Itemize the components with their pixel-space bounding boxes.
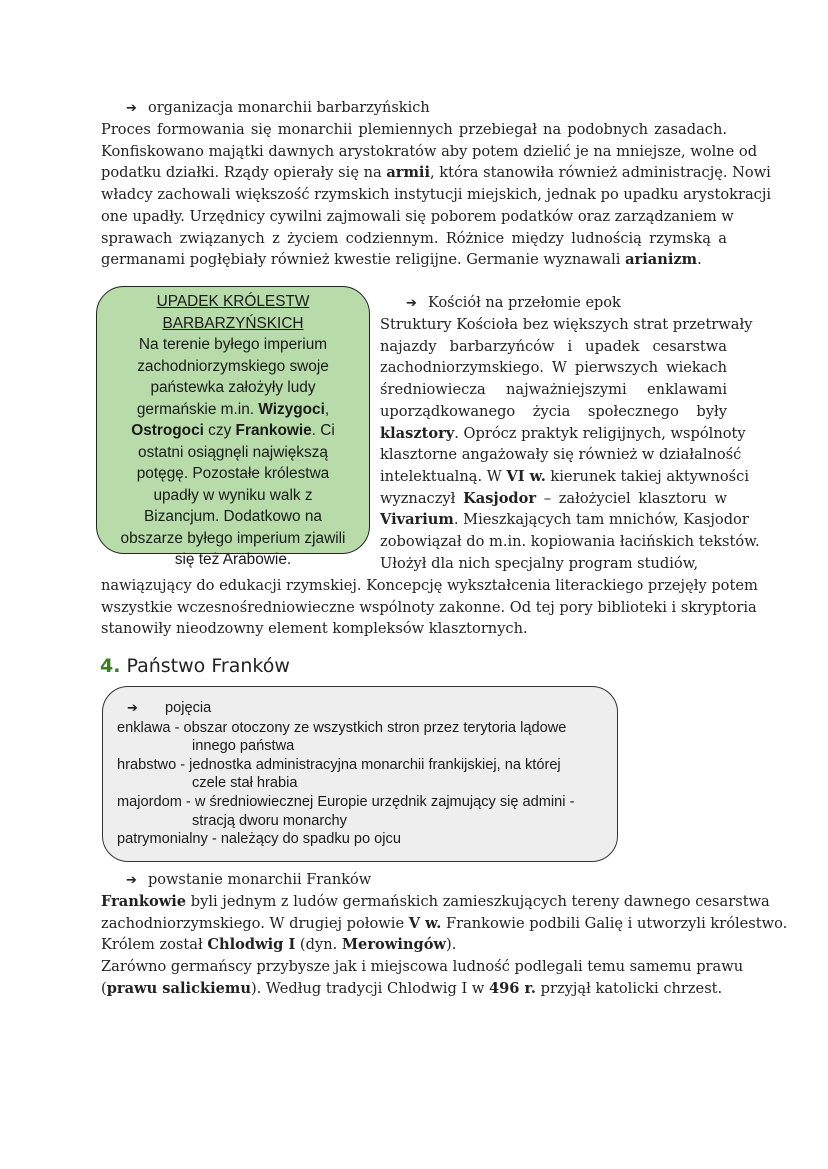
text-line: klasztorne angażowały się również w działalność (380, 446, 742, 464)
definition-majordom-cont: stracją dworu monarchy (192, 812, 347, 829)
text-line: podatku działki. Rządy opierały się na armii, która stanowiła również administrację. Nowi (101, 164, 771, 182)
text-line: wyznaczył Kasjodor – założyciel klasztoru w (380, 489, 727, 507)
text-line: (prawu salickiemu). Według tradycji Chlodwig I w 496 r. przyjął katolicki chrzest. (101, 979, 723, 997)
definition-enklawa: enklawa - obszar otoczony ze wszystkich stron przez terytoria lądowe (117, 719, 567, 736)
callout-line: się też Arabowie. (174, 551, 292, 568)
paragraph-organizacja (101, 119, 772, 271)
text-line: Konfiskowano majątki dawnych arystokratów aby potem dzielić je na mniejsze, wolne od (101, 142, 758, 160)
callout-title-1: UPADEK KRÓLESTW (156, 293, 310, 310)
definition-patrymonialny: patrymonialny - należący do spadku po ojcu (117, 831, 401, 848)
arrow-right-icon: ➔ (127, 701, 138, 716)
definition-enklawa-cont: innego państwa (192, 738, 295, 755)
arrow-right-icon: ➔ (126, 101, 137, 116)
text-line: zobowiązał do m.in. kopiowania łacińskich tekstów. (380, 533, 760, 551)
text-line: Proces formowania się monarchii plemiennych przebiegał na podobnych zasadach. (101, 121, 727, 138)
text-line: średniowiecza najważniejszymi enklawami (380, 381, 727, 399)
definitions-heading: ➔ pojęcia (117, 699, 574, 719)
callout-line: państewka założyły ludy (150, 379, 316, 396)
callout-line: zachodniorzymskiego swoje (137, 357, 329, 375)
text-line: Frankowie byli jednym z ludów germańskich zamieszkujących tereny dawnego cesarstwa (101, 893, 770, 910)
definitions-box (102, 686, 618, 862)
text-line: Królem został Chlodwig I (dyn. Merowingów). (101, 936, 457, 954)
callout-line: upadły w wyniku walk z (153, 486, 313, 504)
callout-line: potęgę. Pozostałe królestwa (136, 465, 330, 482)
text-line: Zarówno germańscy przybysze jak i miejscowa ludność podlegali temu samemu prawu (101, 958, 744, 976)
text-line: wszystkie wczesnośredniowieczne wspólnoty zakonne. Od tej pory biblioteki i skryptoria (101, 598, 757, 616)
text-line: Ułożył dla nich specjalny program studiów, (380, 554, 699, 572)
paragraph-kosciol-continued (101, 575, 758, 640)
definition-hrabstwo: hrabstwo - jednostka administracyjna monarchii frankijskiej, na której (117, 756, 561, 773)
definition-hrabstwo-cont: czele stał hrabia (192, 775, 298, 792)
callout-upadek-krolestw (96, 286, 370, 568)
callout-title-2: BARBARZYŃSKICH (162, 314, 304, 332)
arrow-right-icon: ➔ (126, 873, 137, 888)
text-line: Vivarium. Mieszkających tam mnichów, Kasjodor (380, 511, 749, 529)
section-title-panstwo-frankow: 4. Państwo Franków (100, 655, 290, 677)
text-line: Struktury Kościoła bez większych strat przetrwały (380, 316, 753, 333)
text-line: uporządkowanego życia społecznego były (380, 402, 727, 420)
text-line: władcy zachowali większość rzymskich instytucji miejskich, jednak po upadku arystokracji (101, 186, 772, 204)
callout-line: Ostrogoci czy Frankowie. Ci (131, 422, 335, 439)
text-line: one upadły. Urzędnicy cywilni zajmowali się poborem podatków oraz zarządzaniem w (101, 207, 734, 225)
section-heading-powstanie: ➔ powstanie monarchii Franków (126, 870, 371, 891)
text-line: klasztory. Oprócz praktyk religijnych, wspólnoty (380, 424, 746, 442)
text-line: zachodniorzymskiego. W drugiej połowie V w. Frankowie podbili Galię i utworzyli królestwo. (101, 914, 788, 932)
text-line: nawiązujący do edukacji rzymskiej. Koncepcję wykształcenia literackiego przejęły potem (101, 577, 758, 594)
arrow-right-icon: ➔ (406, 296, 417, 311)
text-line: stanowiły nieodzowny element kompleksów klasztornych. (101, 620, 528, 638)
callout-line: ostatni osiągnęli największą (138, 443, 328, 461)
text-line: zachodniorzymskiego. W pierwszych wiekach (380, 359, 727, 377)
text-line: sprawach związanych z życiem codziennym. Różnice między ludnością rzymską a (101, 229, 727, 247)
definition-majordom: majordom - w średniowiecznej Europie urzędnik zajmujący się admini - (117, 793, 575, 810)
section-heading-organizacja: ➔ organizacja monarchii barbarzyńskich (126, 98, 430, 119)
text-line: intelektualną. W VI w. kierunek takiej aktywności (380, 467, 749, 485)
paragraph-powstanie (101, 891, 788, 1000)
text-line: germanami pogłębiały również kwestie religijne. Germanie wyznawali arianizm. (101, 251, 702, 269)
callout-line: obszarze byłego imperium zjawili (120, 529, 346, 547)
callout-line: Bizancjum. Dodatkowo na (144, 508, 322, 525)
callout-line: Na terenie byłego imperium (138, 336, 328, 353)
paragraph-kosciol (380, 314, 760, 574)
callout-line: germańskie m.in. Wizygoci, (136, 400, 330, 418)
section-heading-kosciol: ➔ Kościół na przełomie epok (406, 293, 621, 314)
text-line: najazdy barbarzyńców i upadek cesarstwa (380, 337, 727, 355)
